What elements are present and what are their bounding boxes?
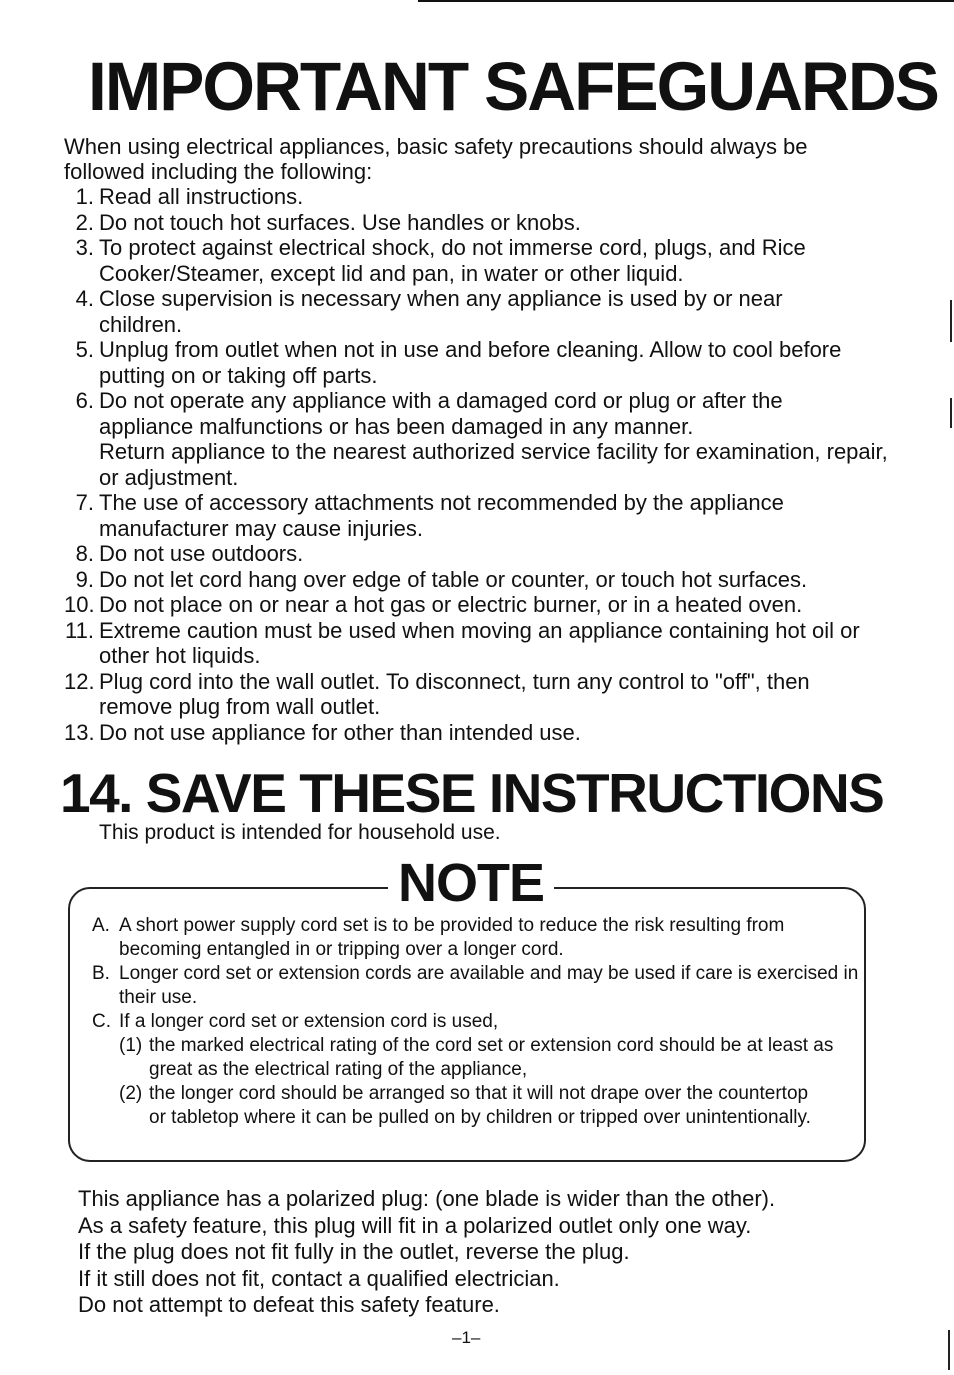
item-number: 11. [65, 617, 94, 643]
item-text: To protect against electrical shock, do not immerse cord, plugs, and Rice Cooker/Steamer, except lid and pan, in water or other liquid. [99, 235, 806, 286]
item-number: 5. [75, 337, 94, 362]
item-number: 3. [75, 235, 94, 260]
page-number: –1– [452, 1328, 481, 1347]
item-number: 10. [64, 592, 95, 617]
polarized-line: Do not attempt to defeat this safety feature. [78, 1292, 500, 1317]
polarized-line: This appliance has a polarized plug: (one blade is wider than the other). [78, 1186, 776, 1211]
note-sub-item [92, 1034, 862, 1082]
list-item [64, 388, 894, 490]
item-number: 6. [75, 388, 94, 413]
list-item [64, 337, 894, 388]
item-text: Do not place on or near a hot gas or electric burner, or in a heated oven. [99, 592, 803, 617]
item-continuation: Return appliance to the nearest authorized service facility for examination, repair, or adjustment. [99, 439, 888, 490]
note-sub-number: (1) [119, 1035, 143, 1056]
list-item [64, 541, 894, 567]
list-item [64, 490, 894, 541]
item-number: 4. [75, 286, 94, 311]
polarized-line: If the plug does not fit fully in the outlet, reverse the plug. [78, 1239, 630, 1264]
top-rule [418, 0, 954, 2]
item-number: 8. [75, 541, 94, 566]
polarized-line: As a safety feature, this plug will fit in a polarized outlet only one way. [78, 1212, 752, 1238]
item-text: Unplug from outlet when not in use and before cleaning. Allow to cool before putting on or taking off parts. [99, 337, 842, 388]
item-text: Extreme caution must be used when moving an appliance containing hot oil or other hot liquids. [99, 617, 860, 668]
note-sub-text: the marked electrical rating of the cord set or extension cord should be at least as great as the electrical rating of the appliance, [149, 1035, 834, 1080]
edge-mark [950, 300, 952, 342]
list-item [64, 720, 894, 746]
item-text: Do not operate any appliance with a damaged cord or plug or after the appliance malfunctions or has been damaged in any manner. [99, 388, 783, 439]
item-number: 7. [75, 490, 94, 515]
note-sub-list [92, 1034, 862, 1130]
item-text: Do not let cord hang over edge of table or counter, or touch hot surfaces. [99, 566, 808, 592]
edge-mark [950, 398, 952, 428]
item-number: 1. [75, 184, 94, 209]
safeguards-list [64, 184, 894, 745]
note-item [92, 914, 862, 962]
item-text: Plug cord into the wall outlet. To disconnect, turn any control to "off", then remove plug from wall outlet. [99, 668, 810, 719]
household-use-text: This product is intended for household use. [99, 821, 501, 844]
list-item [64, 286, 894, 337]
list-item [64, 184, 894, 210]
note-item [92, 1010, 862, 1130]
item-number: 13. [64, 719, 95, 745]
item-number: 2. [75, 209, 94, 235]
note-item-letter: A. [92, 915, 110, 936]
page-title: IMPORTANT SAFEGUARDS [88, 48, 938, 125]
item-text: Read all instructions. [99, 184, 304, 209]
note-item-text: Longer cord set or extension cords are available and may be used if care is exercised in their use. [119, 963, 859, 1008]
note-title: NOTE [388, 856, 554, 910]
item-text: Do not use outdoors. [99, 541, 304, 566]
note-item-letter: C. [92, 1011, 111, 1032]
polarized-line: If it still does not fit, contact a qualified electrician. [78, 1265, 560, 1291]
item-text: The use of accessory attachments not recommended by the appliance manufacturer may cause injuries. [99, 490, 784, 541]
note-item-letter: B. [92, 963, 110, 984]
item-number: 12. [64, 668, 95, 694]
note-item-text: A short power supply cord set is to be provided to reduce the risk resulting from becoming entangled in or tripping over a longer cord. [119, 915, 785, 960]
item-text: Close supervision is necessary when any appliance is used by or near children. [99, 286, 783, 337]
note-item-text: If a longer cord set or extension cord is used, [119, 1011, 499, 1032]
item-text: Do not touch hot surfaces. Use handles or knobs. [99, 209, 581, 235]
polarized-plug-notice [78, 1186, 918, 1319]
list-item [64, 210, 894, 236]
intro-text: When using electrical appliances, basic safety precautions should always be followed including the following: [64, 134, 808, 184]
note-item [92, 962, 862, 1010]
list-item [64, 592, 894, 618]
item-text: Do not use appliance for other than intended use. [99, 719, 581, 745]
list-item [64, 567, 894, 593]
list-item [64, 618, 894, 669]
list-item [64, 235, 894, 286]
item-number: 9. [75, 566, 94, 592]
list-item [64, 669, 894, 720]
note-sub-item [92, 1082, 862, 1130]
edge-mark [948, 1330, 950, 1370]
note-sub-number: (2) [119, 1083, 143, 1104]
note-sub-text: the longer cord should be arranged so that it will not drape over the countertop or tabletop where it can be pulled on by children or tripped over unintentionally. [149, 1083, 811, 1128]
note-list [92, 914, 862, 1130]
save-instructions-heading: 14. SAVE THESE INSTRUCTIONS [60, 762, 884, 824]
